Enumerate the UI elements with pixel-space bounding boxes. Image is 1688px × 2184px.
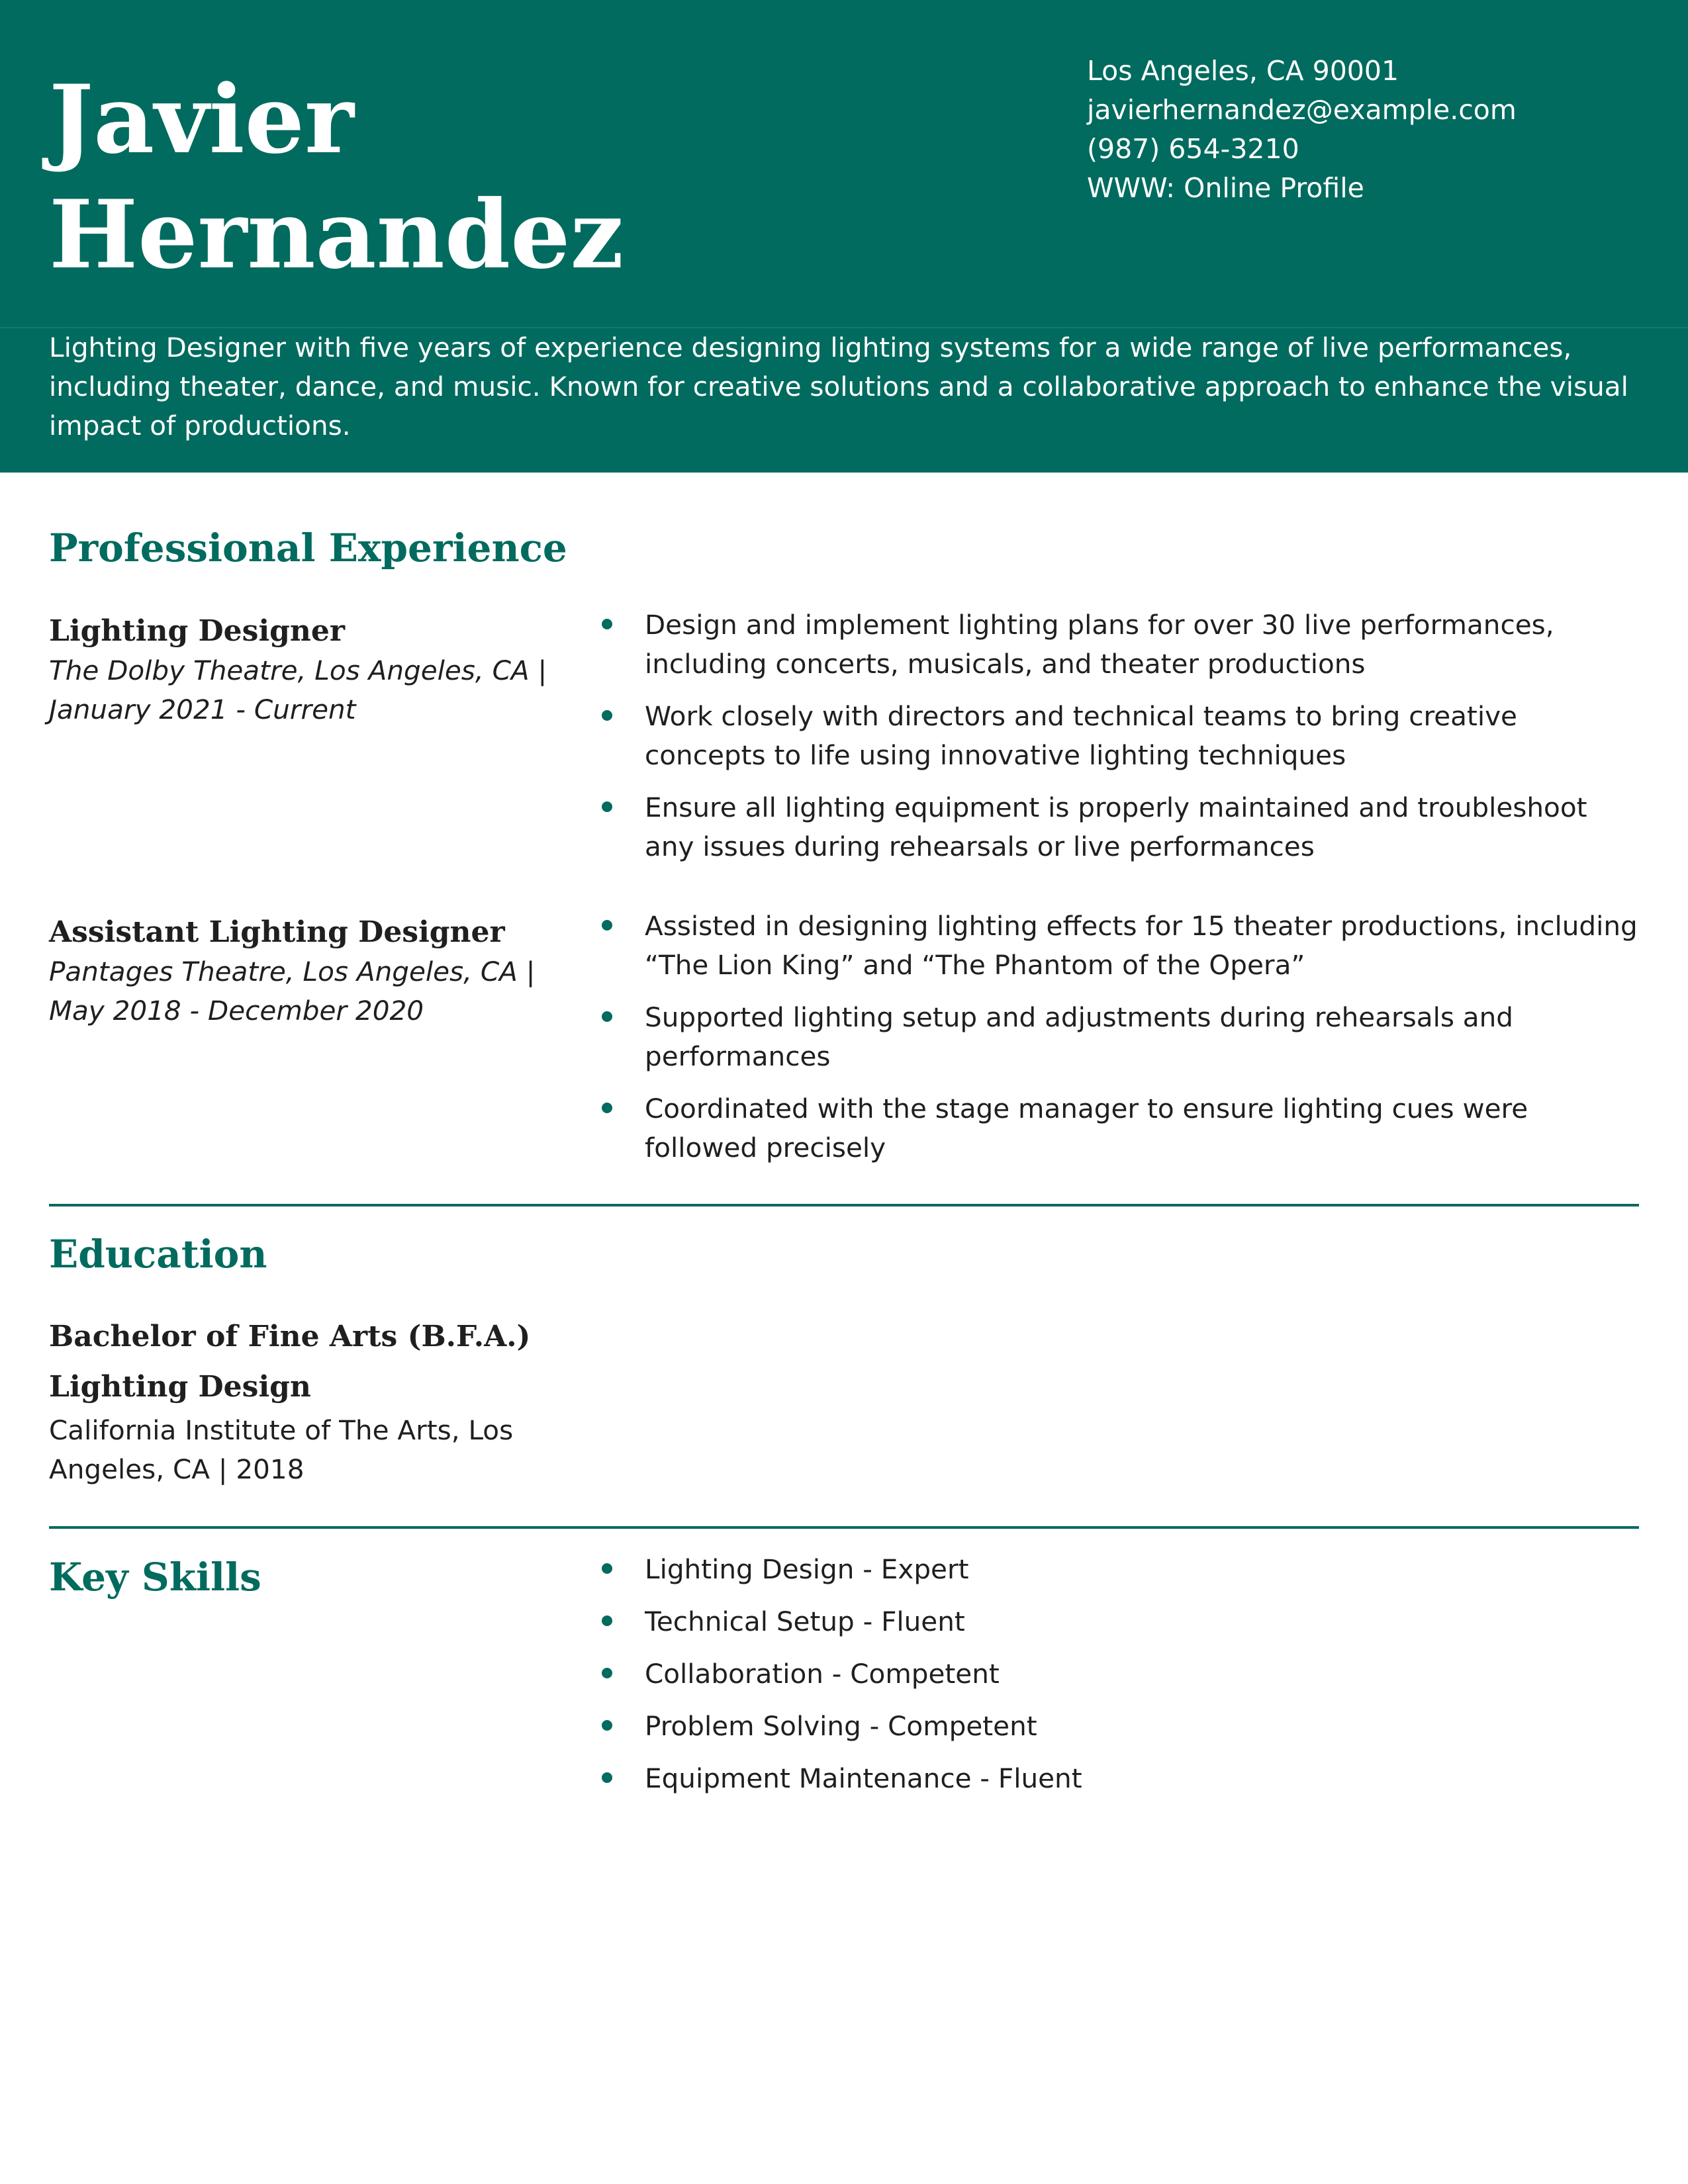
bullet-icon xyxy=(602,801,612,812)
bullet-icon xyxy=(602,1103,612,1113)
job-1-info xyxy=(49,612,579,729)
job-2-bullets xyxy=(596,907,1642,1181)
list-item: Work closely with directors and technical teams to bring creative concepts to life using innovative lighting techniques xyxy=(596,697,1642,775)
contact-location: Los Angeles, CA 90001 xyxy=(1087,55,1399,87)
bullet-icon xyxy=(602,1615,612,1626)
bullet-icon xyxy=(602,1772,612,1783)
education-field: Lighting Design xyxy=(49,1370,311,1404)
list-item: Collaboration - Competent xyxy=(596,1655,1642,1694)
list-item: Assisted in designing lighting effects for 15 theater productions, including “The Lion King” and “The Phantom of the Opera” xyxy=(596,907,1642,985)
list-item: Ensure all lighting equipment is properly maintained and troubleshoot any issues during rehearsals or live performances xyxy=(596,788,1642,866)
skills-list xyxy=(596,1550,1642,1811)
job-title: Assistant Lighting Designer xyxy=(49,915,505,949)
job-employer-dates: The Dolby Theatre, Los Angeles, CA | January 2021 - Current xyxy=(49,655,547,725)
education-heading: Education xyxy=(49,1232,267,1277)
list-item: Coordinated with the stage manager to ensure lighting cues were followed precisely xyxy=(596,1089,1642,1167)
last-name: Hernandez xyxy=(49,180,624,290)
list-item: Equipment Maintenance - Fluent xyxy=(596,1759,1642,1798)
list-item: Lighting Design - Expert xyxy=(596,1550,1642,1589)
section-divider xyxy=(49,1204,1639,1206)
profile-summary: Lighting Designer with five years of experience designing lighting systems for a wide range of live performances, including theater, dance, and music. Known for creative solutions and a collaborative approach to enhance the visual impact of productions. xyxy=(49,332,1628,441)
education-school: California Institute of The Arts, Los Angeles, CA | 2018 xyxy=(49,1414,514,1485)
bullet-icon xyxy=(602,1668,612,1678)
contact-phone[interactable]: (987) 654-3210 xyxy=(1087,133,1299,165)
list-item: Supported lighting setup and adjustments during rehearsals and performances xyxy=(596,998,1642,1076)
job-employer-dates: Pantages Theatre, Los Angeles, CA | May 2018 - December 2020 xyxy=(49,956,536,1026)
bullet-icon xyxy=(602,1720,612,1731)
job-2-info xyxy=(49,913,579,1030)
bullet-icon xyxy=(602,1011,612,1022)
job-1-bullets xyxy=(596,606,1642,880)
list-item: Technical Setup - Fluent xyxy=(596,1602,1642,1641)
bullet-icon xyxy=(602,619,612,629)
job-title: Lighting Designer xyxy=(49,614,346,648)
header-banner xyxy=(0,0,1688,473)
bullet-icon xyxy=(602,1563,612,1574)
list-item: Problem Solving - Competent xyxy=(596,1707,1642,1746)
bullet-icon xyxy=(602,710,612,721)
list-item: Design and implement lighting plans for over 30 live performances, including concerts, musicals, and theater productions xyxy=(596,606,1642,684)
contact-info xyxy=(1087,52,1517,208)
education-entry xyxy=(49,1317,579,1489)
contact-email[interactable]: javierhernandez@example.com xyxy=(1087,94,1517,126)
skills-heading: Key Skills xyxy=(49,1555,261,1600)
contact-website[interactable]: WWW: Online Profile xyxy=(1087,172,1364,204)
education-degree: Bachelor of Fine Arts (B.F.A.) xyxy=(49,1320,531,1353)
first-name: Javier xyxy=(49,65,354,175)
bullet-icon xyxy=(602,920,612,931)
experience-heading: Professional Experience xyxy=(49,525,567,570)
section-divider xyxy=(49,1526,1639,1529)
